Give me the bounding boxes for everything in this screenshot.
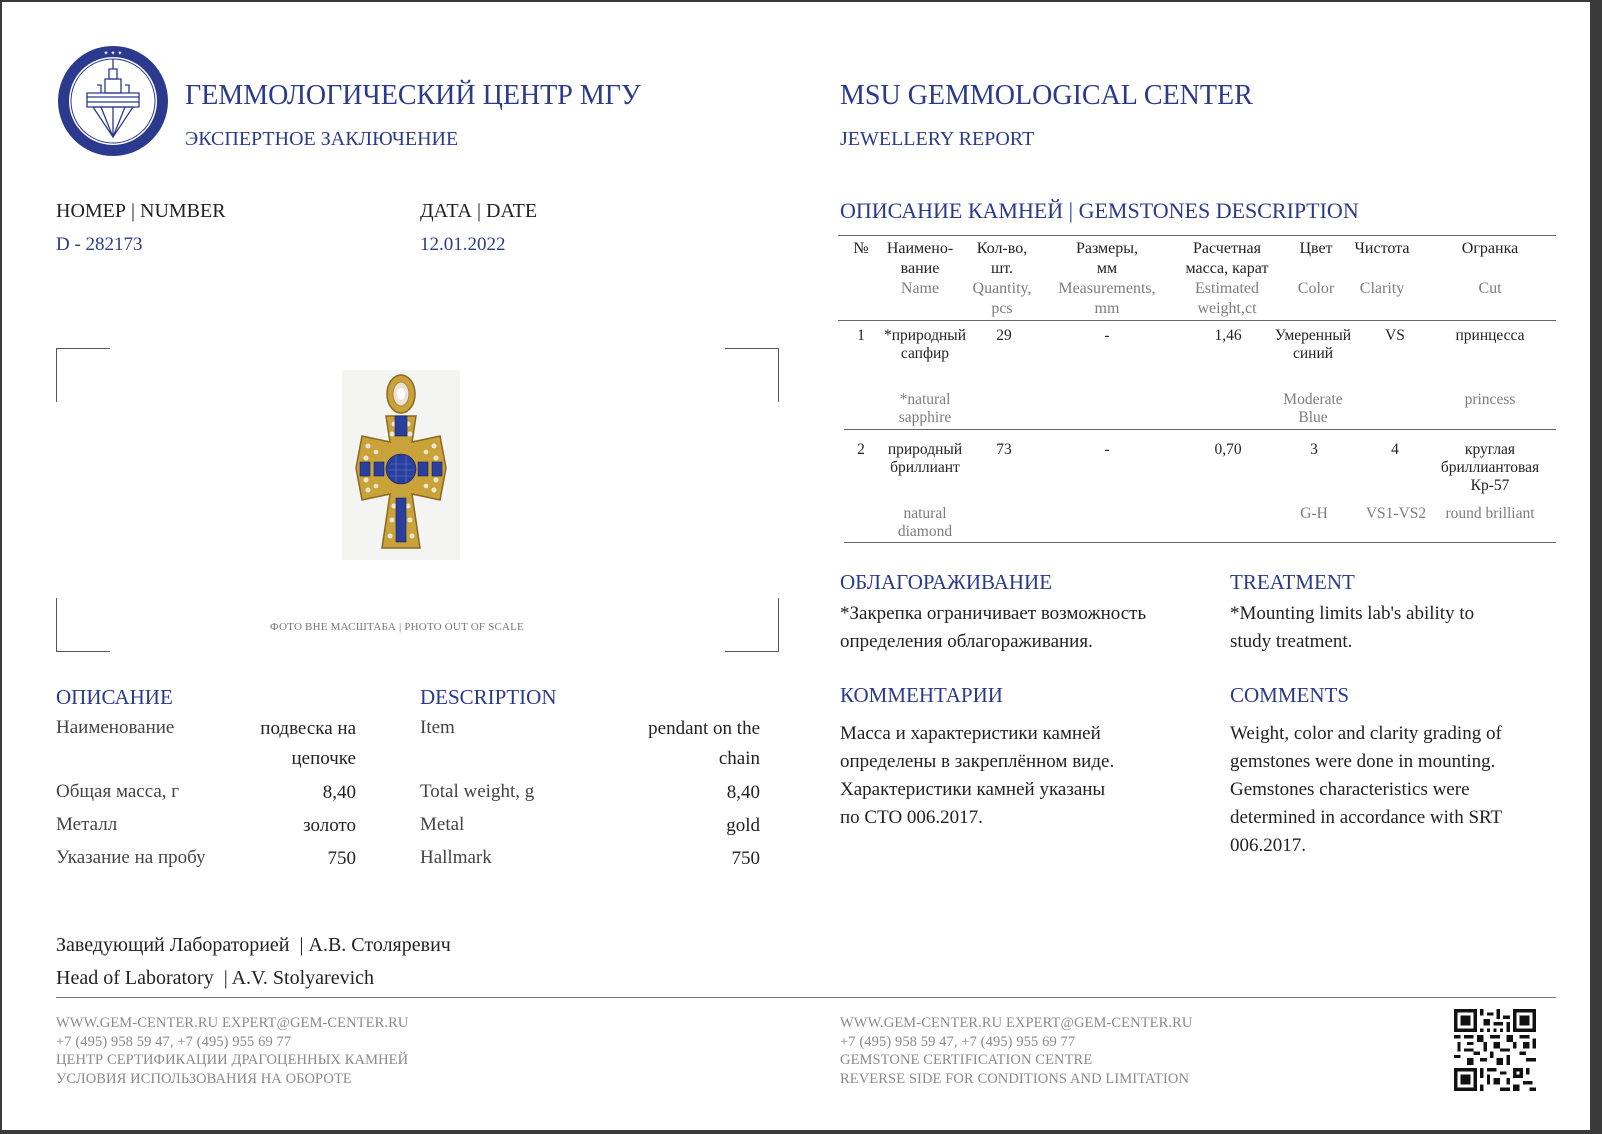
signature-ru: Заведующий Лабораторией | А.В. Столяревич — [56, 934, 451, 956]
footer-centre-name: GEMSTONE CERTIFICATION CENTRE — [840, 1052, 1093, 1068]
pendant-photo — [342, 370, 460, 560]
footer-rule — [56, 997, 1556, 998]
th-weight-ru — [1172, 239, 1282, 279]
item-value-en-line1: pendant on the — [648, 718, 760, 739]
footer-contacts-link[interactable]: WWW.GEM-CENTER.RU EXPERT@GEM-CENTER.RU — [840, 1015, 1193, 1031]
th-cut-ru: Огранка — [1461, 240, 1519, 257]
comments-en-line: Weight, color and clarity grading of — [1230, 723, 1502, 744]
td-cut-en: princess — [1464, 391, 1516, 408]
th-weight-ru-1: Расчетная — [1193, 240, 1261, 257]
item-value-ru-line1: подвеска на — [260, 718, 356, 739]
item-label-en: Item — [420, 717, 455, 738]
td-cut-ru-1: круглая — [1464, 441, 1516, 458]
comments-text-ru — [840, 720, 1114, 832]
td-name-ru — [876, 327, 974, 363]
comments-ru-line: определены в закреплённом виде. — [840, 751, 1115, 772]
svg-text:✦ ✦ ✦: ✦ ✦ ✦ — [103, 50, 123, 57]
treatment-text-en-2: study treatment. — [1230, 631, 1353, 652]
th-no: № — [853, 240, 869, 257]
comments-en-line: determined in accordance with SRT — [1230, 807, 1503, 828]
th-size-ru — [1046, 239, 1168, 279]
td-name-ru-1: природный — [887, 441, 963, 458]
td-cut-ru: принцесса — [1455, 327, 1525, 344]
th-size-en-1: Measurements, — [1058, 280, 1156, 297]
td-color-en: G-H — [1300, 505, 1328, 522]
table-row-rule — [844, 429, 1556, 430]
th-qty-ru-2: шт. — [990, 260, 1014, 277]
footer-contacts-link[interactable]: WWW.GEM-CENTER.RU EXPERT@GEM-CENTER.RU — [56, 1015, 409, 1031]
item-value-ru — [198, 714, 356, 774]
th-weight-en-2: weight,ct — [1197, 300, 1257, 317]
table-bottom-rule — [844, 542, 1556, 543]
td-color-ru-2: синий — [1292, 345, 1334, 362]
date-label: ДАТА | DATE — [420, 200, 538, 222]
item-value-en — [582, 714, 760, 774]
report-page — [2, 2, 1590, 1130]
date-value: 12.01.2022 — [420, 234, 506, 255]
td-color-ru: 3 — [1310, 441, 1318, 458]
treatment-heading-en: TREATMENT — [1230, 570, 1355, 594]
th-qty-ru-1: Кол-во, — [976, 240, 1028, 257]
subtitle-en: JEWELLERY REPORT — [840, 128, 1035, 150]
weight-value-en: 8,40 — [726, 782, 760, 803]
item-value-ru-line2: цепочке — [291, 748, 356, 769]
treatment-text-ru-2: определения облагораживания. — [840, 631, 1093, 652]
th-cut-en: Cut — [1478, 280, 1502, 297]
hallmark-label-en: Hallmark — [420, 847, 492, 868]
comments-en-line: Gemstones characteristics were — [1230, 779, 1470, 800]
td-color-ru-1: Умеренный — [1274, 327, 1352, 344]
footer-right — [840, 1014, 1192, 1088]
td-color-en-1: Moderate — [1283, 391, 1343, 408]
td-name-en-2: sapphire — [898, 409, 952, 426]
td-qty: 73 — [996, 441, 1012, 458]
footer-centre-name: ЦЕНТР СЕРТИФИКАЦИИ ДРАГОЦЕННЫХ КАМНЕЙ — [56, 1052, 409, 1068]
td-no: 1 — [857, 327, 865, 344]
td-color-en-2: Blue — [1298, 409, 1328, 426]
td-name-ru-2: бриллиант — [890, 459, 960, 476]
comments-ru-line: по СТО 006.2017. — [840, 807, 983, 828]
metal-value-en: gold — [726, 815, 760, 836]
item-label-ru: Наименование — [56, 717, 175, 738]
qr-code-icon[interactable] — [1454, 1009, 1536, 1091]
comments-heading-ru: КОММЕНТАРИИ — [840, 683, 1003, 707]
title-ru: ГЕММОЛОГИЧЕСКИЙ ЦЕНТР МГУ — [185, 80, 641, 111]
gemstones-title: ОПИСАНИЕ КАМНЕЙ | GEMSTONES DESCRIPTION — [840, 198, 1359, 223]
number-value: D - 282173 — [56, 234, 143, 255]
comments-text-en — [1230, 720, 1502, 860]
table-top-rule — [838, 235, 1556, 236]
th-color-en: Color — [1297, 280, 1335, 297]
treatment-text-en-1: *Mounting limits lab's ability to — [1230, 603, 1475, 624]
comments-en-line: 006.2017. — [1230, 835, 1306, 856]
description-heading-ru: ОПИСАНИЕ — [56, 685, 173, 709]
hallmark-value-ru: 750 — [327, 848, 356, 869]
td-name-en — [876, 391, 974, 427]
comments-en-line: gemstones were done in mounting. — [1230, 751, 1496, 772]
td-cut-en: round brilliant — [1445, 505, 1535, 522]
item-value-en-line2: chain — [718, 748, 760, 769]
metal-label-en: Metal — [420, 814, 465, 835]
td-no: 2 — [857, 441, 865, 458]
td-cut-ru-3: Кр-57 — [1470, 477, 1510, 494]
metal-label-ru: Металл — [56, 814, 118, 835]
th-name-ru-1: Наимено- — [886, 240, 954, 257]
th-clarity-ru: Чистота — [1354, 240, 1410, 257]
th-color-ru: Цвет — [1299, 240, 1333, 257]
footer-phones: +7 (495) 958 59 47, +7 (495) 955 69 77 — [840, 1033, 1076, 1050]
td-clarity-ru: 4 — [1391, 441, 1399, 458]
td-name-en-1: *natural — [899, 391, 951, 408]
hallmark-value-en: 750 — [731, 848, 760, 869]
td-qty: 29 — [996, 327, 1012, 344]
td-name-en-1: natural — [903, 505, 947, 522]
td-cut-ru — [1428, 441, 1552, 495]
th-name-ru-2: вание — [900, 260, 940, 277]
footer-phones: +7 (495) 958 59 47, +7 (495) 955 69 77 — [56, 1033, 292, 1050]
footer-terms: УСЛОВИЯ ИСПОЛЬЗОВАНИЯ НА ОБОРОТЕ — [56, 1070, 352, 1087]
th-weight-en-1: Estimated — [1195, 280, 1259, 297]
th-qty-en — [958, 279, 1046, 319]
treatment-text-en — [1230, 600, 1474, 656]
td-clarity-en: VS1-VS2 — [1365, 505, 1427, 522]
td-name-ru — [876, 441, 974, 477]
number-label: НОМЕР | NUMBER — [56, 200, 226, 222]
th-size-ru-1: Размеры, — [1075, 240, 1139, 257]
th-qty-ru — [964, 239, 1040, 279]
td-weight: 1,46 — [1214, 327, 1242, 344]
title-en: MSU GEMMOLOGICAL CENTER — [840, 80, 1253, 111]
td-color-en — [1264, 391, 1362, 427]
comments-heading-en: COMMENTS — [1230, 683, 1350, 707]
th-qty-en-1: Quantity, — [972, 280, 1032, 297]
footer-terms: REVERSE SIDE FOR CONDITIONS AND LIMITATION — [840, 1070, 1190, 1087]
weight-label-ru: Общая масса, г — [56, 781, 180, 802]
signature-en: Head of Laboratory | A.V. Stolyarevich — [56, 967, 374, 989]
comments-ru-line: Масса и характеристики камней — [840, 723, 1101, 744]
frame-corner-br — [725, 598, 779, 652]
table-header-rule — [838, 320, 1556, 321]
th-weight-en — [1172, 279, 1282, 319]
th-name-ru — [874, 239, 966, 279]
th-weight-ru-2: масса, карат — [1185, 260, 1269, 277]
frame-corner-tl — [56, 348, 110, 402]
th-name-en: Name — [900, 280, 940, 297]
metal-value-ru: золото — [303, 815, 356, 836]
treatment-heading-ru: ОБЛАГОРАЖИВАНИЕ — [840, 570, 1053, 594]
td-name-en-2: diamond — [897, 523, 953, 540]
td-cut-ru-2: бриллиантовая — [1440, 459, 1540, 476]
th-clarity-en: Clarity — [1359, 280, 1405, 297]
th-size-en — [1046, 279, 1168, 319]
td-weight: 0,70 — [1214, 441, 1242, 458]
td-color-ru — [1264, 327, 1362, 363]
hallmark-label-ru: Указание на пробу — [56, 847, 206, 868]
td-name-en — [876, 505, 974, 541]
treatment-text-ru — [840, 600, 1146, 656]
th-size-en-2: mm — [1094, 300, 1120, 317]
td-size: - — [1104, 327, 1110, 344]
subtitle-ru: ЭКСПЕРТНОЕ ЗАКЛЮЧЕНИЕ — [185, 128, 459, 150]
comments-ru-line: Характеристики камней указаны — [840, 779, 1106, 800]
frame-corner-tr — [725, 348, 779, 402]
td-name-ru-2: сапфир — [900, 345, 950, 362]
msu-seal-logo — [57, 45, 169, 157]
td-size: - — [1104, 441, 1110, 458]
td-name-ru-1: *природный — [883, 327, 967, 344]
photo-caption: ФОТО ВНЕ МАСШТАБА | PHOTO OUT OF SCALE — [270, 621, 524, 633]
treatment-text-ru-1: *Закрепка ограничивает возможность — [840, 603, 1147, 624]
weight-label-en: Total weight, g — [420, 781, 535, 802]
description-heading-en: DESCRIPTION — [420, 685, 557, 709]
th-size-ru-2: мм — [1096, 260, 1118, 277]
footer-left — [56, 1014, 408, 1088]
frame-corner-bl — [56, 598, 110, 652]
td-clarity-ru: VS — [1385, 327, 1405, 344]
th-qty-en-2: pcs — [991, 300, 1013, 317]
weight-value-ru: 8,40 — [322, 782, 356, 803]
